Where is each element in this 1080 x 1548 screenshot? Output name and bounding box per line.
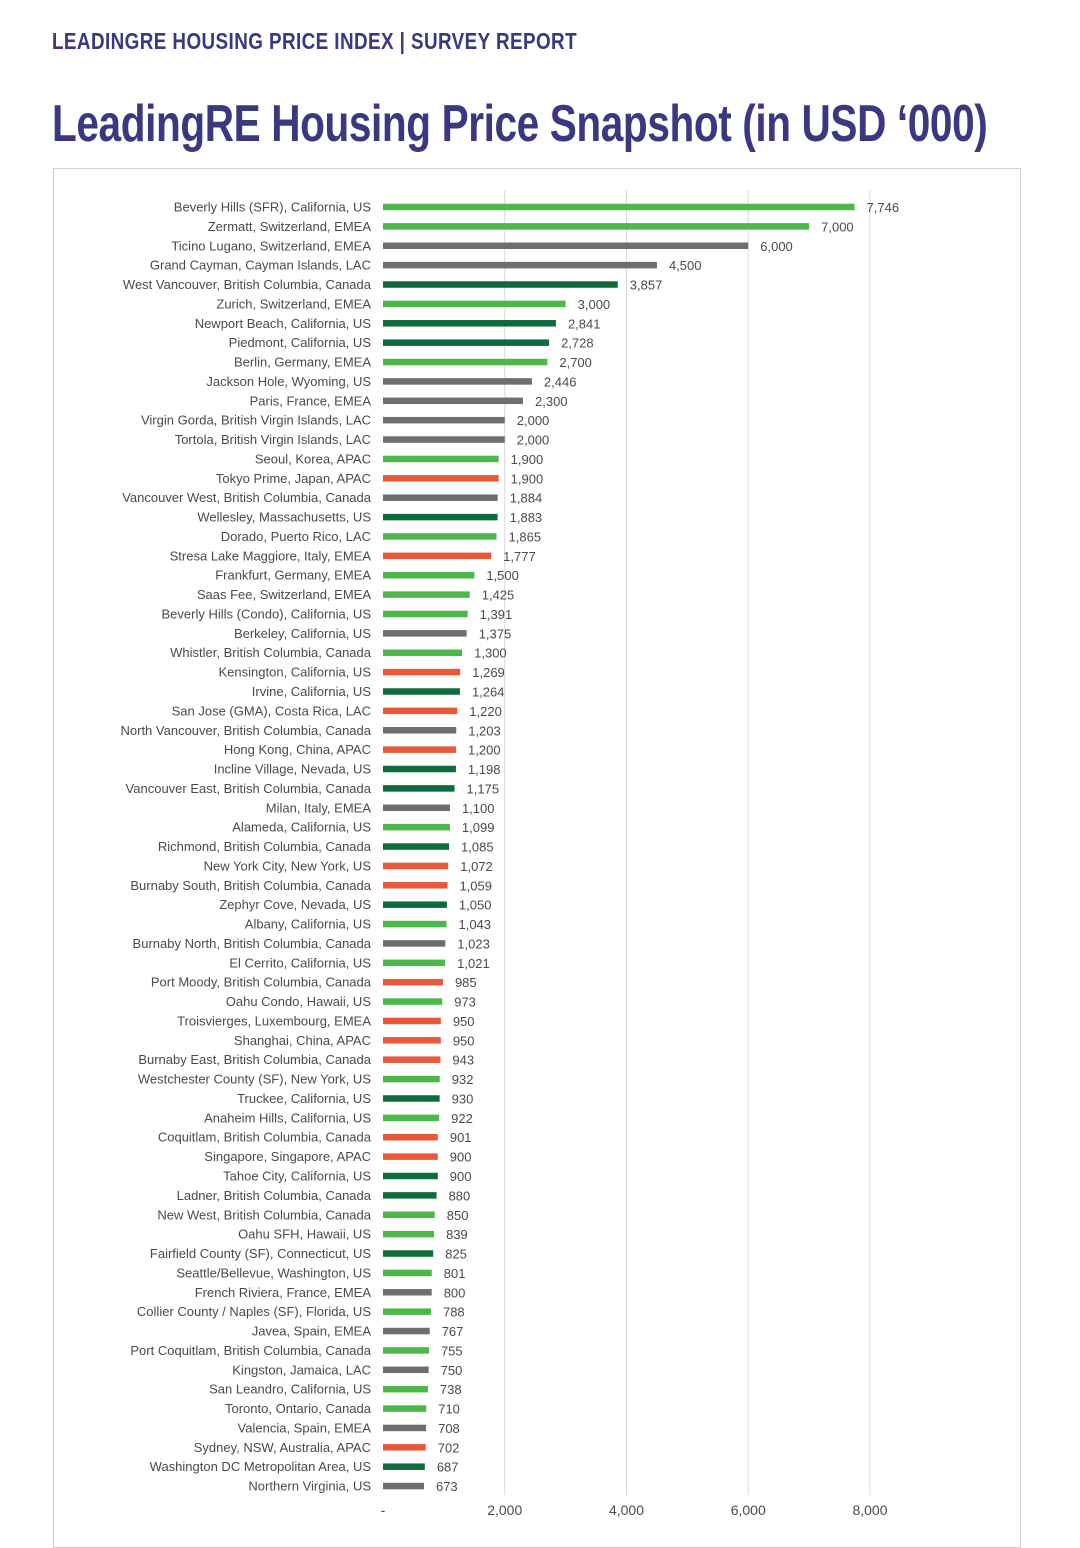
- category-label: Fairfield County (SF), Connecticut, US: [149, 1246, 371, 1262]
- value-label: 2,700: [559, 355, 592, 371]
- category-label: Burnaby North, British Columbia, Canada: [132, 935, 371, 951]
- value-label: 687: [436, 1459, 459, 1475]
- category-label: Truckee, California, US: [237, 1090, 371, 1106]
- value-label: 901: [449, 1130, 472, 1146]
- value-label: 1,198: [467, 762, 501, 778]
- value-label: 839: [446, 1227, 468, 1243]
- bar: [383, 572, 474, 579]
- value-label: 1,425: [481, 587, 515, 603]
- value-label: 922: [451, 1110, 473, 1126]
- bar: [383, 785, 455, 792]
- value-label: 985: [454, 975, 477, 991]
- category-label: Tokyo Prime, Japan, APAC: [215, 470, 371, 486]
- bar: [383, 553, 491, 560]
- bar: [383, 921, 446, 928]
- category-label: Saas Fee, Switzerland, EMEA: [196, 587, 371, 603]
- category-label: Seattle/Bellevue, Washington, US: [176, 1265, 371, 1281]
- x-tick-label: 8,000: [852, 1502, 888, 1518]
- category-label: Port Coquitlam, British Columbia, Canada: [130, 1342, 371, 1358]
- category-label: Oahu Condo, Hawaii, US: [225, 994, 371, 1010]
- page-title: LeadingRE Housing Price Snapshot (in USD ‘000): [52, 95, 988, 153]
- bar: [383, 1386, 428, 1393]
- category-label: Northern Virginia, US: [248, 1478, 371, 1494]
- value-label: 673: [435, 1479, 458, 1495]
- bar: [383, 320, 556, 327]
- bar: [383, 456, 499, 463]
- value-label: 950: [452, 1033, 475, 1049]
- bar: [383, 960, 445, 967]
- category-label: Beverly Hills (SFR), California, US: [173, 199, 371, 215]
- category-label: North Vancouver, British Columbia, Canada: [120, 722, 371, 738]
- bar: [383, 591, 470, 598]
- value-label: 850: [446, 1207, 469, 1223]
- value-label: 4,500: [668, 258, 702, 274]
- value-label: 1,175: [466, 781, 500, 797]
- bar: [383, 1425, 426, 1432]
- category-label: Sydney, NSW, Australia, APAC: [193, 1439, 371, 1455]
- x-tick-label: 6,000: [730, 1502, 766, 1518]
- category-label: Toronto, Ontario, Canada: [225, 1401, 371, 1417]
- value-label: 2,841: [567, 316, 601, 332]
- category-label: Burnaby South, British Columbia, Canada: [130, 877, 371, 893]
- bar: [383, 1347, 429, 1354]
- value-label: 1,100: [461, 800, 495, 816]
- value-label: 708: [438, 1420, 460, 1436]
- category-label: Albany, California, US: [244, 916, 371, 932]
- value-label: 1,777: [503, 548, 536, 564]
- value-label: 710: [438, 1401, 460, 1417]
- value-label: 767: [441, 1324, 464, 1340]
- value-label: 1,900: [510, 471, 544, 487]
- bar: [383, 1231, 434, 1238]
- category-label: Frankfurt, Germany, EMEA: [215, 567, 371, 583]
- value-label: 973: [454, 994, 476, 1010]
- category-label: Tahoe City, California, US: [223, 1168, 371, 1184]
- value-label: 1,900: [510, 451, 544, 467]
- value-label: 2,728: [561, 335, 594, 351]
- category-label: Westchester County (SF), New York, US: [137, 1071, 371, 1087]
- x-tick-label: 2,000: [487, 1502, 523, 1518]
- category-label: Valencia, Spain, EMEA: [237, 1420, 371, 1436]
- category-label: El Cerrito, California, US: [229, 955, 371, 971]
- bar: [383, 514, 498, 521]
- value-label: 900: [449, 1169, 472, 1184]
- bar: [383, 475, 499, 482]
- value-label: 2,300: [535, 393, 568, 409]
- value-label: 900: [449, 1149, 472, 1165]
- bar: [383, 940, 445, 947]
- bar: [383, 688, 460, 695]
- value-label: 702: [437, 1440, 460, 1456]
- category-label: Richmond, British Columbia, Canada: [157, 839, 371, 855]
- category-label: Newport Beach, California, US: [194, 315, 371, 331]
- category-label: Seoul, Korea, APAC: [254, 451, 371, 467]
- value-label: 1,883: [509, 510, 543, 526]
- value-label: 1,072: [460, 858, 493, 874]
- category-label: Milan, Italy, EMEA: [265, 800, 371, 816]
- x-tick-label: 4,000: [608, 1502, 645, 1518]
- bar: [383, 1463, 425, 1470]
- bar: [383, 901, 447, 908]
- bar: [383, 882, 447, 889]
- bar: [383, 223, 809, 230]
- category-label: Berkeley, California, US: [233, 625, 371, 641]
- value-label: 932: [451, 1072, 474, 1088]
- category-label: San Leandro, California, US: [209, 1381, 371, 1397]
- category-label: Beverly Hills (Condo), California, US: [161, 606, 371, 622]
- bar: [383, 436, 505, 443]
- bar: [383, 1212, 435, 1219]
- bar: [383, 805, 450, 812]
- report-header: LEADINGRE HOUSING PRICE INDEX | SURVEY REPORT: [52, 28, 578, 54]
- value-label: 1,085: [461, 839, 494, 855]
- category-label: Anaheim Hills, California, US: [204, 1110, 371, 1126]
- bar: [383, 766, 456, 773]
- bar: [383, 1115, 439, 1122]
- bar: [383, 1076, 440, 1083]
- value-label: 1,391: [479, 606, 513, 622]
- value-label: 825: [445, 1246, 467, 1262]
- category-label: Zermatt, Switzerland, EMEA: [207, 218, 371, 234]
- category-label: Jackson Hole, Wyoming, US: [206, 373, 371, 389]
- bar: [383, 998, 442, 1005]
- category-label: Shanghai, China, APAC: [233, 1032, 371, 1048]
- value-label: 1,200: [468, 742, 501, 758]
- bar: [383, 727, 456, 734]
- x-tick-label: -: [380, 1502, 386, 1518]
- bar: [383, 1444, 426, 1451]
- category-label: Troisvierges, Luxembourg, EMEA: [177, 1013, 371, 1029]
- bar: [383, 1483, 424, 1490]
- category-label: Tortola, British Virgin Islands, LAC: [174, 432, 371, 448]
- value-label: 1,865: [508, 529, 542, 545]
- value-label: 950: [452, 1013, 475, 1029]
- bar: [383, 979, 443, 986]
- category-label: Grand Cayman, Cayman Islands, LAC: [149, 257, 371, 273]
- category-label: New York City, New York, US: [203, 858, 371, 874]
- category-label: Burnaby East, British Columbia, Canada: [138, 1052, 371, 1068]
- bar: [383, 746, 456, 753]
- value-label: 6,000: [760, 238, 793, 254]
- value-label: 755: [440, 1343, 463, 1359]
- value-label: 7,000: [821, 219, 854, 235]
- value-label: 930: [451, 1091, 474, 1107]
- category-label: Zephyr Cove, Nevada, US: [219, 897, 371, 913]
- bar: [383, 649, 462, 656]
- value-label: 1,043: [458, 917, 492, 933]
- value-label: 1,300: [474, 645, 507, 661]
- bar: [383, 708, 457, 715]
- value-label: 1,021: [457, 955, 490, 971]
- category-label: Piedmont, California, US: [228, 335, 371, 351]
- category-label: Virgin Gorda, British Virgin Islands, LAC: [140, 412, 371, 428]
- bar: [383, 398, 523, 405]
- category-label: New West, British Columbia, Canada: [157, 1207, 371, 1223]
- bar: [383, 611, 468, 618]
- bar: [383, 1173, 438, 1180]
- value-label: 788: [442, 1304, 465, 1320]
- category-label: Hong Kong, China, APAC: [223, 742, 371, 758]
- bar: [383, 1095, 440, 1102]
- value-label: 2,000: [516, 432, 550, 448]
- bar: [383, 417, 505, 424]
- value-label: 1,269: [472, 665, 505, 681]
- category-label: Irvine, California, US: [251, 684, 371, 699]
- category-label: Vancouver East, British Columbia, Canada: [125, 780, 371, 796]
- bar: [383, 1250, 433, 1257]
- bar: [383, 824, 450, 831]
- category-label: Paris, France, EMEA: [249, 393, 371, 409]
- value-label: 1,884: [509, 490, 543, 506]
- category-label: Port Moody, British Columbia, Canada: [150, 974, 371, 990]
- value-label: 880: [448, 1188, 471, 1204]
- value-label: 801: [443, 1265, 466, 1281]
- bar: [383, 1037, 441, 1044]
- value-label: 1,220: [469, 703, 502, 719]
- category-label: Whistler, British Columbia, Canada: [170, 645, 371, 661]
- value-label: 7,746: [866, 200, 900, 215]
- category-label: Washington DC Metropolitan Area, US: [149, 1459, 371, 1475]
- bar: [383, 1134, 438, 1141]
- value-label: 1,203: [468, 723, 501, 739]
- category-label: Berlin, Germany, EMEA: [233, 354, 371, 370]
- bar: [383, 1192, 437, 1199]
- bar: [383, 1367, 429, 1374]
- category-label: Wellesley, Massachusetts, US: [197, 509, 371, 525]
- bar: [383, 630, 467, 637]
- category-label: San Jose (GMA), Costa Rica, LAC: [171, 703, 371, 719]
- bar: [383, 262, 657, 269]
- value-label: 1,500: [486, 568, 519, 584]
- value-label: 800: [443, 1285, 466, 1301]
- value-label: 2,000: [516, 413, 550, 429]
- value-label: 1,375: [478, 626, 512, 642]
- value-label: 943: [452, 1052, 475, 1068]
- category-label: Ticino Lugano, Switzerland, EMEA: [171, 238, 371, 254]
- category-label: Kensington, California, US: [218, 664, 371, 680]
- bar: [383, 843, 449, 850]
- bar: [383, 281, 618, 288]
- value-label: 3,857: [629, 277, 663, 293]
- category-label: Incline Village, Nevada, US: [213, 761, 371, 777]
- category-label: Javea, Spain, EMEA: [251, 1323, 371, 1339]
- bar: [383, 494, 498, 501]
- value-label: 738: [439, 1382, 462, 1398]
- category-label: Zurich, Switzerland, EMEA: [216, 296, 371, 312]
- bar: [383, 1328, 430, 1335]
- category-label: Kingston, Jamaica, LAC: [232, 1362, 371, 1378]
- category-label: Vancouver West, British Columbia, Canada: [122, 490, 371, 506]
- value-label: 1,099: [461, 820, 495, 836]
- value-label: 1,059: [459, 878, 493, 894]
- category-label: Alameda, California, US: [232, 819, 371, 835]
- category-label: French Riviera, France, EMEA: [194, 1284, 371, 1300]
- bar: [383, 339, 549, 346]
- value-label: 2,446: [543, 374, 577, 390]
- bar: [383, 1018, 441, 1024]
- bar: [383, 359, 547, 366]
- bar: [383, 863, 448, 870]
- bar: [383, 301, 566, 308]
- bar: [383, 204, 855, 211]
- bar: [383, 243, 748, 250]
- category-label: West Vancouver, British Columbia, Canada: [122, 277, 371, 293]
- bar: [383, 1308, 431, 1315]
- value-label: 1,264: [471, 684, 505, 700]
- bar: [383, 1289, 432, 1296]
- category-label: Dorado, Puerto Rico, LAC: [220, 528, 371, 544]
- bar: [383, 378, 532, 385]
- value-label: 3,000: [577, 296, 611, 312]
- value-label: 750: [440, 1362, 463, 1378]
- category-label: Singapore, Singapore, APAC: [204, 1149, 371, 1165]
- bar: [383, 533, 497, 540]
- category-label: Collier County / Naples (SF), Florida, US: [136, 1304, 371, 1320]
- category-label: Oahu SFH, Hawaii, US: [238, 1226, 371, 1242]
- category-label: Coquitlam, British Columbia, Canada: [157, 1129, 371, 1145]
- value-label: 1,050: [458, 897, 492, 913]
- bar: [383, 1153, 438, 1160]
- bar: [383, 1270, 432, 1277]
- category-label: Stresa Lake Maggiore, Italy, EMEA: [169, 548, 371, 564]
- bar: [383, 669, 460, 676]
- category-label: Ladner, British Columbia, Canada: [176, 1187, 371, 1203]
- bar: [383, 1405, 426, 1412]
- value-label: 1,023: [457, 936, 490, 952]
- bar: [383, 1056, 440, 1063]
